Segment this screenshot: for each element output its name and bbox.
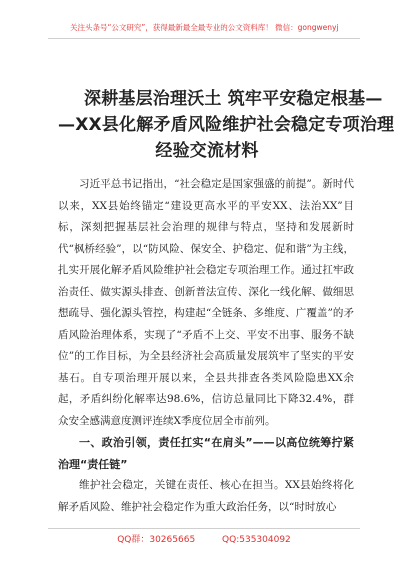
body-paragraph: 维护社会稳定，关键在责任、核心在担当。XX县始终将化解矛盾风险、维护社会稳定作为重大政治任务，以“时时放心 bbox=[58, 479, 354, 513]
section-heading: 一、政治引领，责任扛实“在肩头”——以高位统筹拧紧治理“责任链” bbox=[58, 436, 354, 471]
document-body bbox=[58, 174, 354, 518]
footer-qq: QQ:535304092 bbox=[222, 535, 291, 545]
title-line-3: 经验交流材料 bbox=[155, 141, 259, 161]
document-title bbox=[58, 86, 395, 164]
body-paragraph: 习近平总书记指出，“社会稳定是国家强盛的前提”。新时代以来，XX县始终锚定“建设更高水平的平安XX、法治XX”目标，深刻把握基层社会治理的规律与特点，坚持和发展新时代“枫桥经验”，以“防风险、保安全、护稳定、促和谐”为主线，扎实开展化解矛盾风险维护社会稳定专项治理工作。通过扛牢政治责任、做实源头排查、创新普法宣传、深化一线化解、做细思想疏导、强化源头管控，构建起“全链条、多维度、广覆盖”的矛盾风险治理体系，实现了“矛盾不上交、平安不出事、服务不缺位”的工作目标，为全县经济社会高质量发展筑牢了坚实的平安基石。自专项治理开展以来，全县共排查各类风险隐患XX余起，矛盾纠纷化解率达98.6%，信访总量同比下降32.4%，群众安全感满意度测评连续X季度位居全市前列。 bbox=[58, 178, 354, 427]
header-divider bbox=[48, 38, 360, 39]
title-line-2: —XX县化解矛盾风险维护社会稳定专项治理 bbox=[58, 115, 395, 135]
header-watermark: 关注头条号“公文研究”，获得最新最全最专业的公文资料库！ 微信：gongwenyj bbox=[70, 23, 339, 32]
footer-divider bbox=[48, 528, 360, 529]
footer-contact bbox=[0, 532, 408, 545]
footer-qq-group: QQ群：30265665 bbox=[117, 535, 196, 545]
title-line-1: 深耕基层治理沃土 筑牢平安稳定根基— bbox=[84, 89, 383, 109]
